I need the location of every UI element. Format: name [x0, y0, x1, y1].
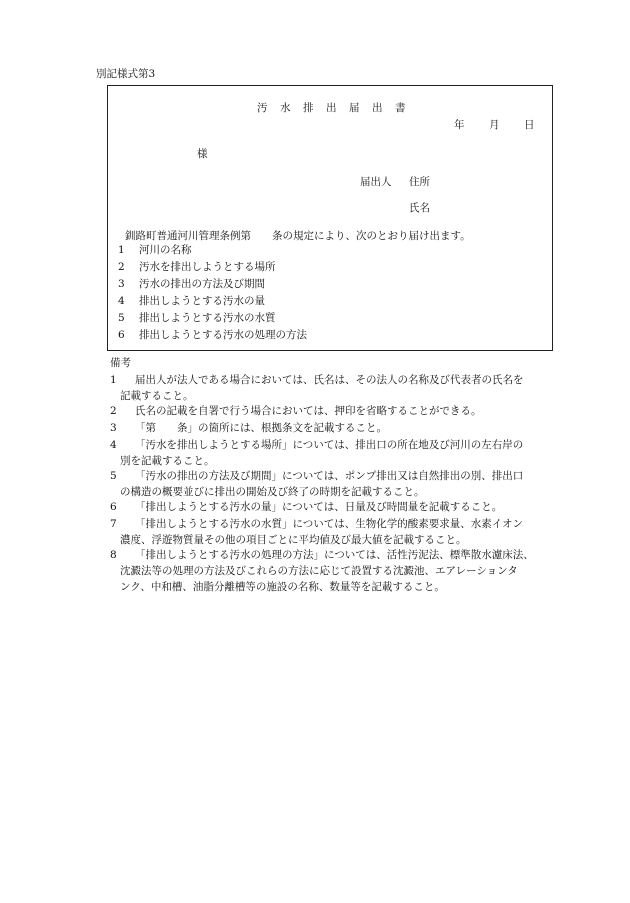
date-year: 年 — [454, 119, 465, 131]
note-number: 6 — [110, 501, 117, 513]
item-number: 6 — [118, 329, 125, 341]
addressee: 様 — [197, 148, 208, 160]
note-text-line: 「汚水を排出しようとする場所」については、排出口の所在地及び河川の左右岸の — [135, 439, 524, 451]
note-text-line: ンク、中和槽、油脂分離槽等の施設の名称、数量等を記載すること。 — [120, 581, 445, 593]
applicant-label: 届出人 — [360, 176, 392, 188]
note-number: 8 — [110, 549, 117, 561]
date-month: 月 — [489, 119, 500, 131]
item-text: 汚水を排出しようとする場所 — [139, 261, 276, 273]
note-number: 1 — [110, 374, 117, 386]
note-text-line: 濃度、浮遊物質量その他の項目ごとに平均値及び最大値を記載すること。 — [120, 534, 467, 546]
note-number: 4 — [110, 439, 117, 451]
form-title: 汚 水 排 出 届 出 書 — [257, 102, 407, 114]
note-text-line: 「汚水の排出の方法及び期間」については、ポンプ排出又は自然排出の別、排出口 — [135, 470, 524, 482]
note-number: 5 — [110, 470, 117, 482]
note-text-line: 記載すること。 — [120, 390, 194, 402]
form-label: 別記様式第3 — [96, 68, 156, 80]
note-text-line: 「排出しようとする汚水の水質」については、生物化学的酸素要求量、水素イオン — [135, 518, 523, 530]
item-number: 5 — [118, 312, 125, 324]
note-number: 3 — [110, 422, 117, 434]
note-number: 7 — [110, 518, 117, 530]
note-text-line: 氏名の記載を自署で行う場合においては、押印を省略することができる。 — [135, 405, 482, 417]
item-text: 排出しようとする汚水の水質 — [139, 312, 276, 324]
note-text-line: 「排出しようとする汚水の量」については、日量及び時間量を記載すること。 — [135, 501, 503, 513]
item-number: 1 — [118, 244, 125, 256]
address-label: 住所 — [409, 176, 430, 188]
body-text: 釧路町普通河川管理条例第 条の規定により、次のとおり届け出ます。 — [125, 230, 471, 242]
note-text-line: 別を記載すること。 — [120, 455, 215, 467]
note-text-line: 届出人が法人である場合においては、氏名は、その法人の名称及び代表者の氏名を — [135, 374, 524, 386]
item-number: 2 — [118, 261, 125, 273]
item-number: 4 — [118, 295, 125, 307]
notes-title: 備考 — [110, 357, 131, 369]
name-label: 氏名 — [409, 202, 430, 214]
note-text-line: 沈澱法等の処理の方法及びこれらの方法に応じて設置する沈澱池、エアレーションタ — [120, 565, 518, 577]
note-text-line: の構造の概要並びに排出の開始及び終了の時期を記載すること。 — [120, 486, 425, 498]
item-text: 排出しようとする汚水の量 — [139, 295, 265, 307]
note-text-line: 「排出しようとする汚水の処理の方法」については、活性汚泥法、標準散水濾床法、 — [135, 549, 534, 561]
item-text: 汚水の排出の方法及び期間 — [139, 278, 265, 290]
item-text: 河川の名称 — [139, 244, 192, 256]
item-text: 排出しようとする汚水の処理の方法 — [139, 329, 307, 341]
note-number: 2 — [110, 405, 117, 417]
item-number: 3 — [118, 278, 125, 290]
date-day: 日 — [524, 119, 535, 131]
note-text-line: 「第 条」の箇所には、根拠条文を記載すること。 — [135, 422, 387, 434]
